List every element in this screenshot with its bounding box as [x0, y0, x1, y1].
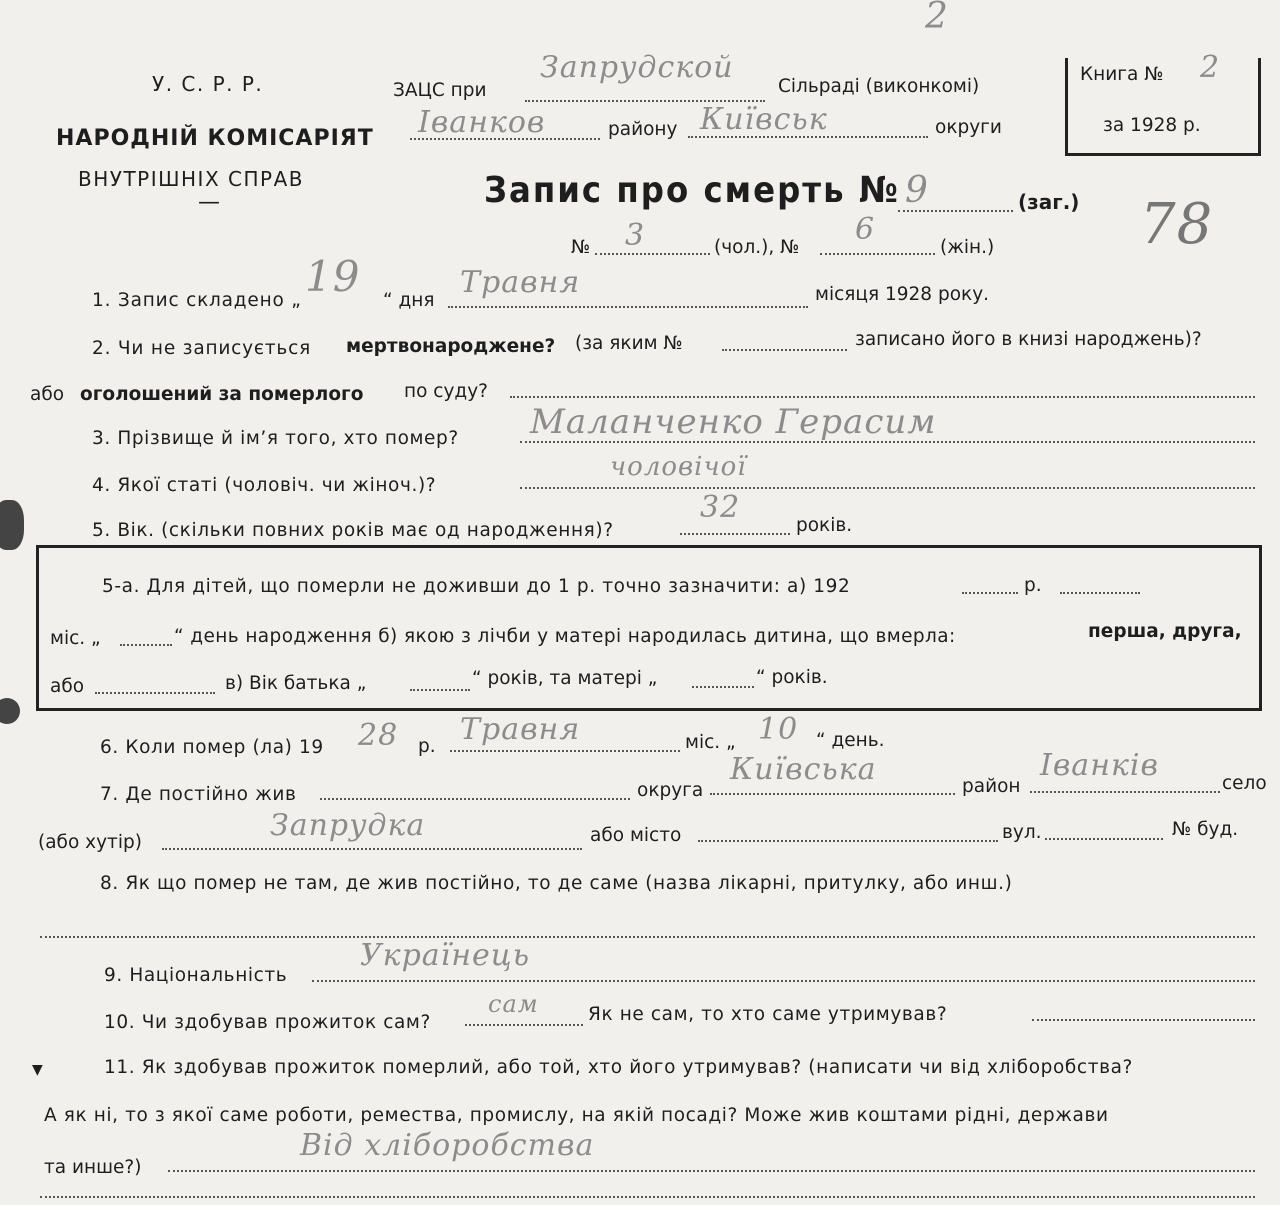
okrugy-label: округи — [935, 117, 1002, 138]
q7-raion-handwritten: Іванків — [1040, 748, 1159, 783]
q3-name-handwritten: Маланченко Герасим — [530, 402, 937, 442]
q7-raion-label: район — [962, 776, 1021, 797]
book-year: за 1928 р. — [1103, 115, 1201, 136]
okrug-line — [688, 136, 928, 138]
men-label: (чол.), № — [714, 237, 800, 258]
q10-self-handwritten: сам — [488, 990, 539, 1018]
q6-day-handwritten: 10 — [758, 712, 799, 747]
q6-year-handwritten: 28 — [358, 718, 399, 753]
q7-raion-line — [1030, 791, 1220, 793]
q7-village-line — [162, 848, 582, 850]
q2-number-line — [722, 349, 847, 351]
q8-line — [40, 936, 1255, 938]
q4-sex-handwritten: чоловічої — [610, 452, 747, 482]
page-number: 2 — [925, 0, 949, 37]
q4-label: 4. Якої статі (чоловіч. чи жіноч.)? — [92, 475, 437, 496]
q5a-day-line — [120, 644, 172, 646]
women-line — [820, 253, 935, 255]
q5a-years: “ років. — [756, 667, 828, 688]
q7-okrug-label: округа — [637, 780, 704, 801]
q11-line1: 11. Як здобував прожиток померлий, або той, хто його утримував? (написати чи від хліборобства? — [104, 1057, 1133, 1078]
commissariat-heading: НАРОДНІЙ КОМІСАРІЯТ — [56, 126, 374, 151]
q7-label: 7. Де постійно жив — [100, 784, 297, 805]
raion-handwritten: Іванков — [418, 105, 546, 140]
zag-label: (заг.) — [1018, 190, 1080, 214]
q6-label: 6. Коли помер (ла) 19 — [100, 737, 324, 758]
q7-building-label: № буд. — [1172, 819, 1239, 840]
q2-stillborn: мертвонароджене? — [346, 336, 556, 357]
q6-r: р. — [418, 736, 436, 757]
q10-who: Як не сам, то хто саме утримував? — [588, 1004, 948, 1025]
q2-line2-a: або — [30, 384, 65, 405]
q9-label: 9. Національність — [104, 965, 288, 986]
village-handwritten: Запрудской — [540, 50, 734, 85]
header-dash: — — [198, 190, 220, 215]
q10-self-line — [465, 1024, 583, 1026]
q7-okrug-line — [710, 793, 955, 795]
record-number-handwritten: 9 — [905, 170, 929, 211]
ussr-label: У. С. Р. Р. — [152, 72, 264, 96]
q10-who-line — [1032, 1019, 1255, 1021]
q2-label: 2. Чи не записується — [92, 338, 312, 359]
q9-nationality-handwritten: Українець — [360, 938, 531, 973]
internal-affairs-heading: ВНУТРІШНІХ СПРАВ — [78, 167, 304, 191]
margin-mark: ▼ — [32, 1062, 43, 1078]
q1-label: 1. Запис складено „ — [92, 290, 302, 311]
q11-line2: А як ні, то з якої саме роботи, ремества, промислу, на якій посаді? Може жив коштами рідні, держави — [44, 1105, 1109, 1126]
q5a-line3-a: або — [50, 676, 85, 697]
q5-label: 5. Вік. (скільки повних років має од народження)? — [92, 520, 614, 541]
men-no-label: № — [571, 237, 591, 258]
q8-label: 8. Як що помер не там, де жив постійно, то де саме (назва лікарні, притулку, або инш.) — [100, 873, 1013, 894]
q5a-line2-b: “ день народження б) якою з лічби у матері народилась дитина, що вмерла: — [174, 626, 956, 647]
q5a-r-line — [1060, 592, 1140, 594]
q9-line — [312, 980, 1255, 982]
okrug-handwritten: Київськ — [700, 102, 828, 137]
q7-street-line — [1045, 838, 1163, 840]
q11-occupation-handwritten: Від хліборобства — [300, 1128, 595, 1163]
bottom-line — [40, 1196, 1255, 1198]
q3-line — [520, 441, 1255, 443]
q2-by-court: по суду? — [404, 381, 488, 402]
q4-line — [520, 487, 1255, 489]
q5a-year-line — [962, 592, 1018, 594]
zags-label: ЗАЦС при — [393, 80, 487, 101]
q5-age-handwritten: 32 — [700, 490, 741, 525]
men-line — [595, 253, 710, 255]
book-label: Книга № — [1080, 64, 1164, 85]
q7-street-label: вул. — [1002, 822, 1042, 843]
men-number-handwritten: 3 — [625, 218, 646, 253]
q7-village-handwritten: Запрудка — [270, 808, 426, 843]
q11-line — [168, 1170, 1255, 1172]
q7-village-label: село — [1222, 773, 1267, 794]
q2-court-line — [510, 396, 1255, 398]
q5a-first-second: перша, друга, — [1088, 621, 1242, 642]
q2-declared-dead: оголошений за померлого — [80, 384, 364, 405]
q7-city-label: або місто — [590, 825, 682, 846]
q5a-or-line — [95, 692, 215, 694]
q10-label: 10. Чи здобував прожиток сам? — [104, 1012, 431, 1033]
punch-hole-top — [0, 500, 24, 550]
q5-years: років. — [796, 515, 853, 536]
q5a-mother-line — [692, 686, 754, 688]
q6-month-label: міс. „ — [685, 732, 736, 753]
raionu-label: району — [608, 119, 678, 140]
q1-month-line — [448, 306, 808, 308]
q1-day-handwritten: 19 — [305, 252, 361, 301]
q7-line2-a: (або хутір) — [38, 832, 142, 853]
q5a-r: р. — [1024, 575, 1042, 596]
q5a-father-line — [410, 689, 470, 691]
q1-year: місяця 1928 року. — [815, 284, 990, 305]
q6-month-line — [450, 750, 680, 752]
q5a-line2-a: міс. „ — [50, 628, 101, 649]
q7-line-a — [320, 798, 630, 800]
q1-month-handwritten: Травня — [460, 265, 581, 300]
women-number-handwritten: 6 — [855, 212, 876, 247]
record-number-line — [898, 210, 1013, 212]
q2-tail: записано його в книзі народжень)? — [855, 329, 1202, 350]
q3-label: 3. Прізвище й ім’я того, хто помер? — [92, 428, 459, 449]
q5a-line1: 5-а. Для дітей, що померли не доживши до 1 р. точно зазначити: а) 192 — [102, 576, 851, 597]
silradi-label: Сільраді (виконкомі) — [778, 76, 980, 97]
q6-day-label: “ день. — [816, 730, 885, 751]
margin-number-handwritten: 78 — [1140, 192, 1214, 257]
q5-line — [680, 533, 790, 535]
q7-city-line — [698, 840, 998, 842]
book-number-handwritten: 2 — [1200, 50, 1221, 85]
raion-line — [410, 138, 600, 140]
q5a-father-age: в) Вік батька „ — [225, 673, 367, 694]
punch-hole-bottom — [0, 698, 20, 724]
q11-line3: та инше?) — [44, 1157, 142, 1178]
q6-month-handwritten: Травня — [460, 712, 581, 747]
women-label: (жін.) — [940, 237, 995, 258]
q1-day-suffix: “ дня — [383, 290, 435, 311]
q7-okrug-handwritten: Київська — [730, 752, 877, 787]
q2-number-label: (за яким № — [575, 333, 683, 354]
q5a-mother-age: “ років, та матері „ — [472, 668, 658, 689]
record-title: Запис про смерть № — [484, 170, 900, 211]
